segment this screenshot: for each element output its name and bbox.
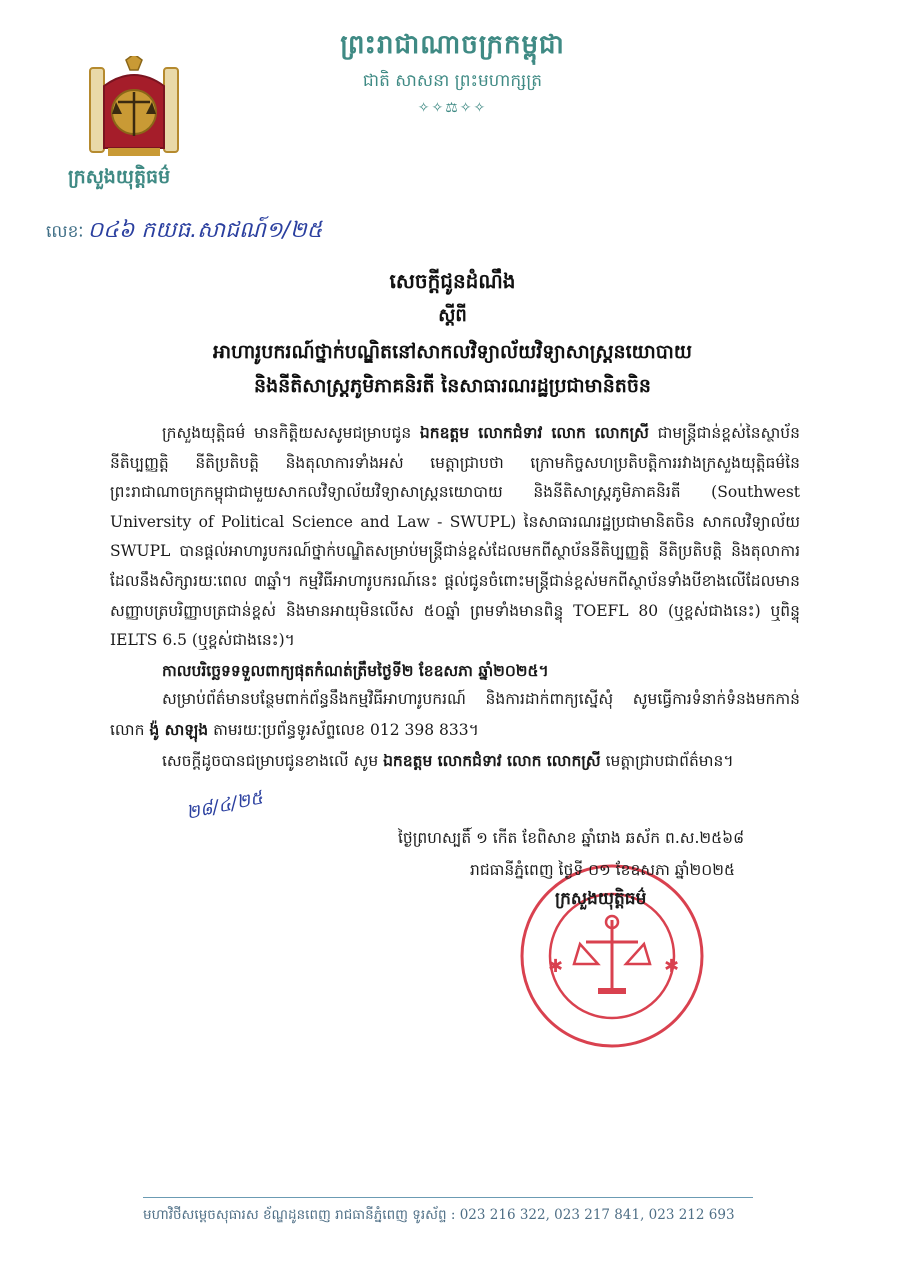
- issuing-ministry-signature: ក្រសួងយុត្តិធម៌: [555, 889, 647, 909]
- civil-date: រាជធានីភ្នំពេញ ថ្ងៃទី ០១ ខែឧសភា ឆ្នាំ២០២៥: [470, 861, 735, 879]
- paragraph-deadline: កាលបរិច្ឆេទទទួលពាក្យផុតកំណត់ត្រឹមថ្ងៃទី២ ខែឧសភា ឆ្នាំ២០២៥។: [162, 660, 549, 680]
- paragraph-closing: សេចក្តីដូចបានជម្រាបជូនខាងលើ សូម ឯកឧត្តម លោកជំទាវ លោក លោកស្រី មេត្តាជ្រាបជាព័ត៌មាន។: [162, 750, 734, 770]
- ministry-name: ក្រសួងយុត្តិធម៌: [68, 166, 171, 188]
- paragraph-contact: សម្រាប់ព័ត៌មានបន្ថែមពាក់ព័ន្ធនឹងកម្មវិធីអាហារូបករណ៍ និងការដាក់ពាក្យស្នើសុំ សូមធ្វើការទំនាក់ទំនងមកកាន់ លោក ង៉ូ សាឡុង តាមរយៈប្រព័ន្ធទូរស័ព្ទលេខ 012 398 833។: [110, 690, 800, 739]
- footer-phones: 023 216 322, 023 217 841, 023 212 693: [459, 1207, 735, 1223]
- kingdom-title: ព្រះរាជាណាចក្រកម្ពុជា: [340, 30, 565, 60]
- notice-title: សេចក្តីជូនដំណឹង: [389, 269, 516, 293]
- notice-subject-label: ស្តីពី: [438, 305, 467, 326]
- reference-number: [46, 216, 322, 248]
- handwritten-initials: ២៨/៤/២៥: [184, 787, 265, 824]
- paragraph-scholarship-info: ក្រសួងយុត្តិធម៌ មានកិត្តិយសសូមជម្រាបជូន ឯកឧត្តម លោកជំទាវ លោក លោកស្រី ជាមន្ត្រីជាន់ខ្ពស់នៃស្ថាប័ននីតិប្បញ្ញត្តិ នីតិប្រតិបត្តិ និងតុលាការទាំងអស់ មេត្តាជ្រាបថា ក្រោមកិច្ចសហប្រតិបត្តិការរវាងក្រសួងយុត្តិធម៌នៃព្រះរាជាណាចក្រកម្ពុជាជាមួយសាកលវិទ្យាល័យវិទ្យាសាស្ត្រនយោបាយ និងនីតិសាស្ត្រភូមិភាគនិរតី (Southwest University of Political Science and Law - SWUPL) នៃសាធារណរដ្ឋប្រជាមានិតចិន សាកលវិទ្យាល័យ SWUPL បានផ្តល់អាហារូបករណ៍ថ្នាក់បណ្ឌិតសម្រាប់មន្ត្រីជាន់ខ្ពស់ដែលមកពីស្ថាប័ននីតិប្បញ្ញត្តិ នីតិប្រតិបត្តិ និងតុលាការដែលនឹងសិក្សារយៈពេល ៣ឆ្នាំ។ កម្មវិធីអាហារូបករណ៍នេះ ផ្តល់ជូនចំពោះមន្ត្រីជាន់ខ្ពស់មកពីស្ថាប័នទាំងបីខាងលើដែលមានសញ្ញាបត្របរិញ្ញាបត្រជាន់ខ្ពស់ និងមានអាយុមិនលើស ៥០ឆ្នាំ ព្រមទាំងមានពិន្ទុ TOEFL 80 (ឬខ្ពស់ជាងនេះ) ឬពិន្ទុ IELTS 6.5 (ឬខ្ពស់ជាងនេះ)។: [110, 423, 800, 650]
- ministry-emblem-logo: [86, 56, 182, 160]
- notice-body: [110, 418, 800, 776]
- national-motto: ជាតិ សាសនា ព្រះមហាក្សត្រ: [362, 71, 543, 91]
- svg-text:✱: ✱: [664, 956, 680, 977]
- footer-divider: [143, 1197, 753, 1198]
- svg-text:✱: ✱: [548, 956, 564, 977]
- lunar-date: ថ្ងៃព្រហស្បតិ៍ ១ កើត ខែពិសាខ ឆ្នាំរោង ឆស័ក ព.ស.២៥៦៨: [398, 829, 745, 847]
- notice-subject-line1: អាហារូបករណ៍ថ្នាក់បណ្ឌិតនៅសាកលវិទ្យាល័យវិទ្យាសាស្ត្រនយោបាយ: [213, 341, 692, 363]
- footer-address: [143, 1206, 763, 1226]
- reference-value: ០៤៦ កយធ.សាជណ៍១/២៥: [87, 218, 323, 243]
- footer-address-text: មហាវិថីសម្តេចសុធារស ខ័ណ្ឌដូនពេញ រាជធានីភ្នំពេញ ទូរស័ព្ទ :: [143, 1207, 456, 1223]
- header-ornament: ✧✧⚖✧✧: [417, 100, 488, 116]
- reference-label: លេខៈ: [46, 222, 84, 242]
- notice-subject-line2: និងនីតិសាស្ត្រភូមិភាគនិរតី នៃសាធារណរដ្ឋប្រជាមានិតចិន: [254, 375, 651, 397]
